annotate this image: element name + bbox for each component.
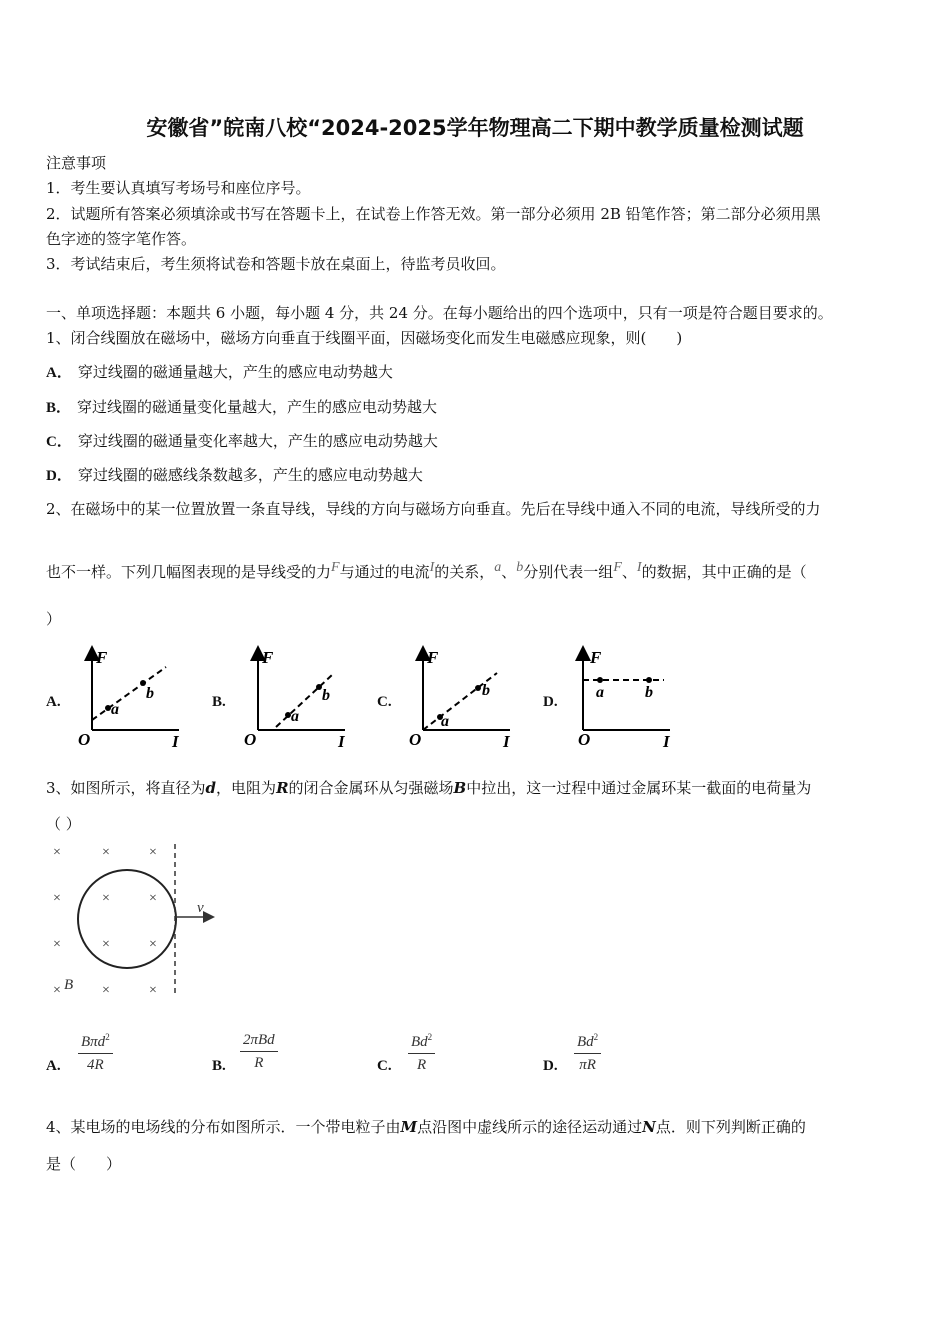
origin-label: O — [244, 730, 257, 749]
svg-text:×: × — [149, 891, 157, 906]
axis-label-f: F — [590, 648, 602, 667]
point-label-b: b — [482, 682, 490, 699]
origin-label: O — [578, 730, 591, 749]
velocity-label: v — [197, 900, 204, 916]
metal-ring — [78, 870, 176, 968]
axis-label-i: I — [172, 732, 179, 750]
svg-text:×: × — [102, 845, 110, 860]
axis-label-f: F — [427, 648, 439, 667]
axis-label-i: I — [338, 732, 345, 750]
axis-label-f: F — [96, 648, 108, 667]
q2-graph-d — [572, 645, 692, 750]
q3-option-a-label: A. — [46, 1058, 61, 1074]
page-title: 安徽省”皖南八校“2024-2025学年物理高二下期中教学质量检测试题 — [146, 116, 804, 140]
axis-label-i: I — [503, 732, 510, 750]
q3-option-a-fraction: Bπd$^2$ 4R — [78, 1032, 113, 1074]
axis-label-f: F — [262, 648, 274, 667]
q1-option-c — [46, 430, 438, 451]
q3-figure — [40, 838, 220, 1003]
option-text: 穿过线圈的磁通量变化率越大，产生的感应电动势越大 — [77, 432, 438, 450]
q2-option-a-label: A. — [46, 694, 61, 710]
q3-option-d-fraction: $\frac{Bd^2}{\pi R}$ — [574, 1032, 601, 1074]
q2-option-d-label: D. — [543, 694, 558, 710]
svg-text:×: × — [53, 937, 61, 952]
point-label-b: b — [146, 685, 154, 702]
q3-option-c-fraction: $\frac{Bd^2}{R}$ — [408, 1032, 435, 1074]
q4-stem-line2: 是（ ） — [46, 1155, 122, 1173]
point-b — [475, 685, 481, 691]
q2-option-b-label: B. — [212, 694, 226, 710]
option-text: 穿过线圈的磁通量越大，产生的感应电动势越大 — [77, 363, 393, 381]
notice-item: 色字迹的签字笔作答。 — [46, 230, 197, 248]
q3-stem: 3、如图所示，将直径为d，电阻为R的闭合金属环从匀强磁场B中拉出，这一过程中通过金属环某一截面的电荷量为 — [46, 779, 812, 797]
svg-text:×: × — [53, 845, 61, 860]
point-label-a: a — [111, 701, 119, 718]
point-a — [597, 677, 603, 683]
notice-item: 1．考生要认真填写考场号和座位序号。 — [46, 179, 311, 197]
q1-stem: 1、闭合线圈放在磁场中，磁场方向垂直于线圈平面，因磁场变化而发生电磁感应现象，则( ) — [46, 329, 683, 347]
q2-graph-b — [240, 645, 360, 750]
q1-option-d — [46, 464, 423, 485]
point-label-a: a — [596, 684, 604, 701]
svg-text:×: × — [149, 845, 157, 860]
notice-heading: 注意事项 — [46, 154, 107, 172]
q2-stem: 2、在磁场中的某一位置放置一条直导线，导线的方向与磁场方向垂直。先后在导线中通入不同的电流，导线所受的力 — [46, 500, 821, 518]
q3-option-b-label: B. — [212, 1058, 226, 1074]
origin-label: O — [409, 730, 422, 749]
q2-stem-line2: 也不一样。下列几幅图表现的是导线受的力F与通过的电流I的关系，a、b分别代表一组F、I的数据，其中正确的是（ — [46, 560, 807, 581]
svg-text:×: × — [53, 983, 61, 998]
q2-stem-line3: ） — [46, 610, 62, 628]
svg-text:×: × — [149, 983, 157, 998]
q1-option-a — [46, 361, 393, 382]
q2-graph-a — [74, 645, 194, 750]
point-label-a: a — [441, 713, 449, 730]
q2-option-c-label: C. — [377, 694, 392, 710]
data-line — [92, 667, 166, 720]
option-letter: C． — [46, 434, 72, 450]
q3-stem-line2: （ ） — [46, 815, 81, 833]
notice-item: 2．试题所有答案必须填涂或书写在答题卡上，在试卷上作答无效。第一部分必须用 2B 铅笔作答；第二部分必须用黑 — [46, 205, 821, 223]
section-heading: 一、单项选择题：本题共 6 小题，每小题 4 分，共 24 分。在每小题给出的四个选项中，只有一项是符合题目要求的。 — [46, 304, 833, 322]
svg-text:×: × — [53, 891, 61, 906]
option-letter: D． — [46, 468, 72, 484]
axis-label-i: I — [663, 732, 670, 750]
point-label-a: a — [291, 708, 299, 725]
point-label-b: b — [645, 684, 653, 701]
point-label-b: b — [322, 687, 330, 704]
option-letter: B． — [46, 400, 72, 416]
origin-label: O — [78, 730, 91, 749]
svg-text:×: × — [149, 937, 157, 952]
q1-option-b — [46, 396, 437, 417]
q3-option-d-label: D. — [543, 1058, 558, 1074]
q2-graph-c — [405, 645, 525, 750]
point-b — [646, 677, 652, 683]
q4-stem: 4、某电场的电场线的分布如图所示．一个带电粒子由M点沿图中虚线所示的途径运动通过N点．则下列判断正确的 — [46, 1118, 806, 1136]
option-text: 穿过线圈的磁通量变化量越大，产生的感应电动势越大 — [77, 398, 438, 416]
svg-text:×: × — [102, 891, 110, 906]
q3-option-b-fraction: 2πBd R — [240, 1032, 278, 1072]
option-letter: A． — [46, 365, 72, 381]
field-crosses — [53, 845, 157, 998]
svg-text:×: × — [102, 983, 110, 998]
q3-option-c-label: C. — [377, 1058, 392, 1074]
option-text: 穿过线圈的磁感线条数越多，产生的感应电动势越大 — [77, 466, 423, 484]
field-label: B — [64, 977, 74, 993]
notice-item: 3．考试结束后，考生须将试卷和答题卡放在桌面上，待监考员收回。 — [46, 255, 506, 273]
svg-text:×: × — [102, 937, 110, 952]
